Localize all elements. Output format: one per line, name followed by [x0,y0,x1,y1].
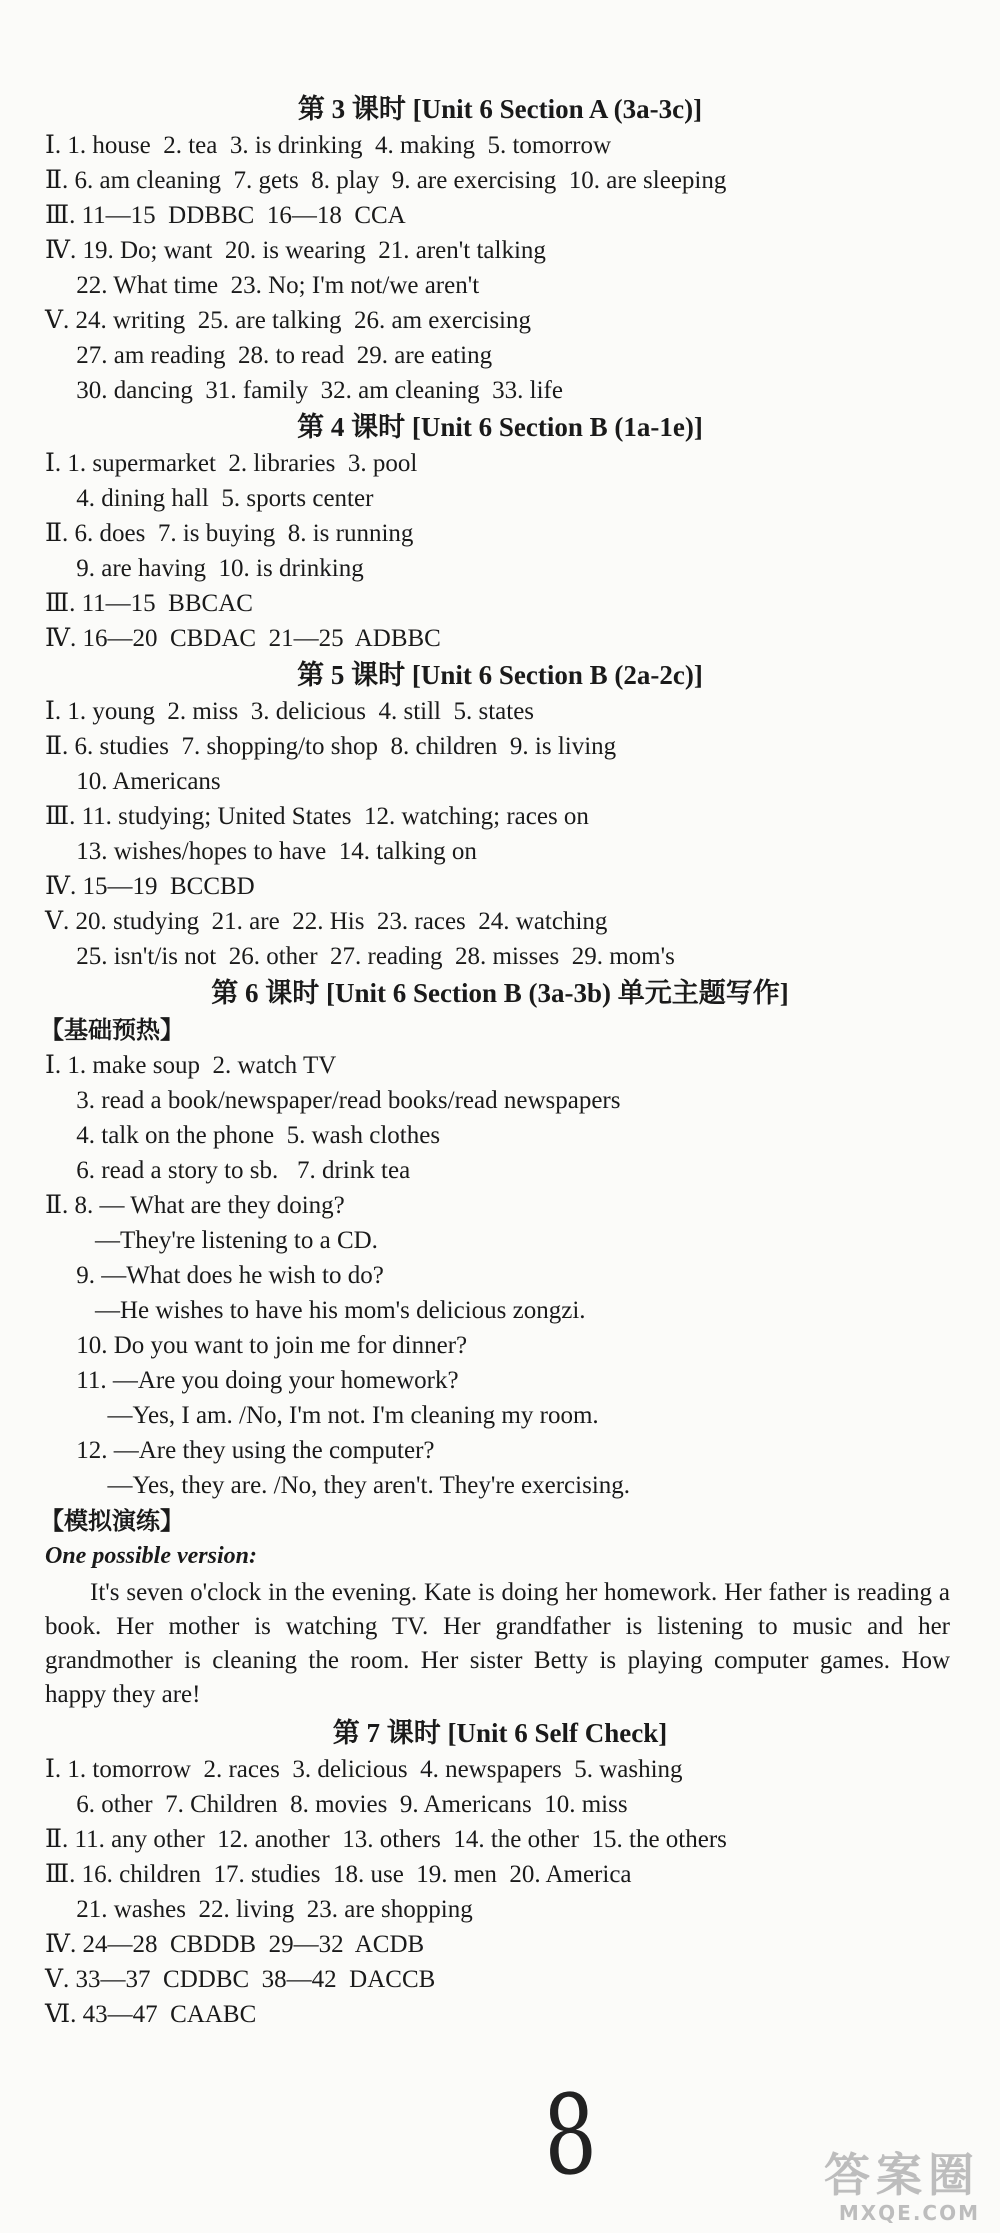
section-warmup-heading: 【基础预热】 [40,1016,184,1044]
lesson-4-line: Ⅰ. 1. supermarket 2. libraries 3. pool [45,450,418,477]
lesson-3-line: Ⅲ. 11—15 DDBBC 16—18 CCA [45,202,406,229]
lesson-5-line: 25. isn't/is not 26. other 27. reading 28. misses 29. mom's [45,943,675,970]
lesson-6-line: 6. read a story to sb. 7. drink tea [45,1157,411,1184]
lesson-6-line: 10. Do you want to join me for dinner? [45,1332,468,1359]
lesson-3-line: Ⅳ. 19. Do; want 20. is wearing 21. aren't talking [45,237,546,264]
lesson-7-line: 6. other 7. Children 8. movies 9. Americans 10. miss [45,1791,628,1818]
lesson-4-line: Ⅲ. 11—15 BBCAC [45,590,253,617]
section-practice-heading: 【模拟演练】 [40,1507,184,1535]
lesson-5-line: 13. wishes/hopes to have 14. talking on [45,838,477,865]
lesson-7-line: Ⅵ. 43—47 CAABC [45,2001,257,2028]
lesson-6-line: 9. —What does he wish to do? [45,1262,384,1289]
lesson-3-line: Ⅴ. 24. writing 25. are talking 26. am exercising [45,307,531,334]
lesson-6-line: —Yes, they are. /No, they aren't. They're exercising. [45,1472,631,1499]
lesson-6-title: 第 6 课时 [Unit 6 Section B (3a-3b) 单元主题写作] [211,978,789,1008]
lesson-3-title: 第 3 课时 [Unit 6 Section A (3a-3c)] [297,94,703,124]
lesson-6-line: Ⅰ. 1. make soup 2. watch TV [45,1052,337,1079]
lesson-4-title: 第 4 课时 [Unit 6 Section B (1a-1e)] [297,412,703,442]
lesson-6-line: 3. read a book/newspaper/read books/read newspapers [45,1087,621,1114]
lesson-4-line: 9. are having 10. is drinking [45,555,364,582]
lesson-5-title: 第 5 课时 [Unit 6 Section B (2a-2c)] [297,660,703,690]
lesson-3-line: 22. What time 23. No; I'm not/we aren't [45,272,480,299]
lesson-5-line: Ⅳ. 15—19 BCCBD [45,873,255,900]
watermark-text: 答案圈 [824,2148,980,2202]
lesson-6-line: Ⅱ. 8. — What are they doing? [45,1192,345,1219]
lesson-5-line: 10. Americans [45,768,221,795]
lesson-3-line: Ⅱ. 6. am cleaning 7. gets 8. play 9. are exercising 10. are sleeping [45,167,727,194]
lesson-4-line: 4. dining hall 5. sports center [45,485,374,512]
lesson-5-line: Ⅲ. 11. studying; United States 12. watching; races on [45,803,589,830]
lesson-7-title: 第 7 课时 [Unit 6 Self Check] [332,1718,668,1748]
lesson-6-line: —Yes, I am. /No, I'm not. I'm cleaning my room. [45,1402,599,1429]
lesson-6-line: —They're listening to a CD. [45,1227,378,1254]
lesson-4-line: Ⅱ. 6. does 7. is buying 8. is running [45,520,414,547]
version-label: One possible version: [45,1543,257,1569]
lesson-7-line: 21. washes 22. living 23. are shopping [45,1896,473,1923]
handwritten-page-number: 8 [540,2068,600,2202]
lesson-3-line: 27. am reading 28. to read 29. are eating [45,342,493,369]
lesson-4-line: Ⅳ. 16—20 CBDAC 21—25 ADBBC [45,625,441,652]
lesson-6-line: 4. talk on the phone 5. wash clothes [45,1122,441,1149]
lesson-7-line: Ⅲ. 16. children 17. studies 18. use 19. men 20. America [45,1861,632,1888]
lesson-5-line: Ⅴ. 20. studying 21. are 22. His 23. races 24. watching [45,908,608,935]
lesson-3-line: Ⅰ. 1. house 2. tea 3. is drinking 4. making 5. tomorrow [45,132,612,159]
lesson-7-line: Ⅴ. 33—37 CDDBC 38—42 DACCB [45,1966,436,1993]
lesson-6-line: 12. —Are they using the computer? [45,1437,435,1464]
lesson-7-line: Ⅳ. 24—28 CBDDB 29—32 ACDB [45,1931,425,1958]
lesson-5-line: Ⅰ. 1. young 2. miss 3. delicious 4. still 5. states [45,698,535,725]
lesson-7-line: Ⅰ. 1. tomorrow 2. races 3. delicious 4. newspapers 5. washing [45,1756,683,1783]
watermark-logo [824,2149,980,2225]
sample-essay: It's seven o'clock in the evening. Kate is doing her homework. Her father is reading a book. Her mother is watching TV. Her grandfather is listening to music and her grandmother is cleaning the room. Her sister Betty is playing computer games. How happy they are! [45,1579,950,1708]
lesson-6-line: —He wishes to have his mom's delicious zongzi. [45,1297,586,1324]
lesson-7-line: Ⅱ. 11. any other 12. another 13. others 14. the other 15. the others [45,1826,727,1853]
lesson-5-line: Ⅱ. 6. studies 7. shopping/to shop 8. children 9. is living [45,733,617,760]
watermark-url: MXQE.COM [838,2201,980,2225]
lesson-3-line: 30. dancing 31. family 32. am cleaning 33. life [45,377,563,404]
lesson-6-line: 11. —Are you doing your homework? [45,1367,459,1394]
